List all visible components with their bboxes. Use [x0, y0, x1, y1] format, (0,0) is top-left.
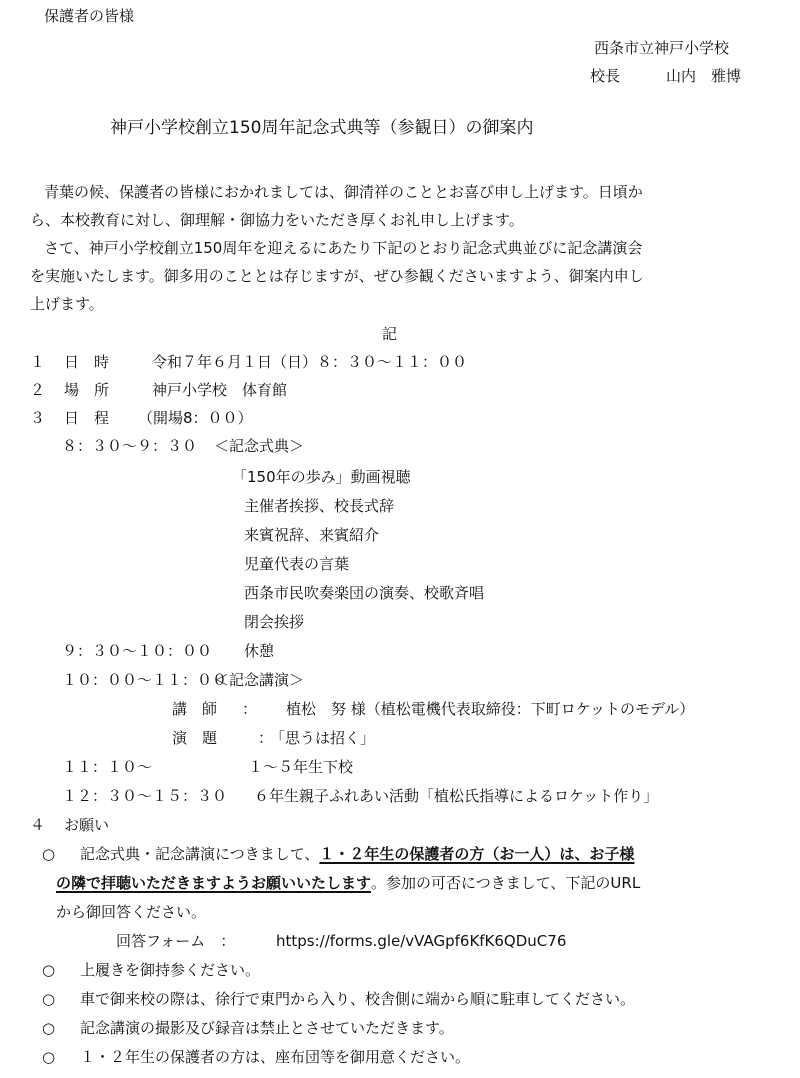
bullet: ○ — [42, 990, 56, 1008]
schedule-3-time: １０：００～１１：００ — [62, 671, 228, 689]
schedule-1-item: 主催者挨拶、校長式辞 — [244, 497, 395, 515]
form-url-link[interactable]: https://forms.gle/vVAGpf6KfK6QDuC76 — [276, 932, 567, 950]
theme-value: 「思うは招く」 — [270, 729, 376, 747]
request-5: １・２年生の保護者の方は、座布団等を御用意ください。 — [80, 1048, 471, 1066]
requests-label: お願い — [64, 816, 110, 834]
theme-colon: ： — [258, 729, 274, 747]
page-title: 神戸小学校創立150周年記念式典等（参観日）の御案内 — [110, 118, 534, 138]
item-schedule-value: （開場8：００） — [138, 409, 253, 427]
principal-name: 山内 雅博 — [666, 67, 742, 85]
item-place-label: 場 所 — [64, 381, 110, 399]
addressee: 保護者の皆様 — [44, 7, 135, 25]
request-2: 上履きを御持参ください。 — [80, 961, 261, 979]
request-1-suffix: 。参加の可否につきまして、下記のURL — [371, 874, 641, 892]
intro-p2-line2: を実施いたします。御多用のこととは存じますが、ぜひ参観くださいますよう、御案内申し — [30, 267, 644, 285]
lecturer-label: 講 師 — [172, 700, 218, 718]
item-date-value: 令和７年６月１日（日）８：３０～１１：００ — [152, 353, 468, 371]
request-4: 記念講演の撮影及び録音は禁止とさせていただきます。 — [80, 1019, 454, 1037]
item-place-value: 神戸小学校 体育館 — [152, 381, 288, 399]
request-1-line2 — [56, 873, 640, 893]
schedule-3-title: ＜記念講演＞ — [214, 671, 305, 689]
schedule-5-time: １２：３０～１５：３０ — [62, 787, 228, 805]
request-1-line1 — [80, 844, 634, 864]
schedule-1-time: ８：３０～９：３０ — [62, 437, 198, 455]
intro-p1-line1: 青葉の候、保護者の皆様におかれましては、御清祥のこととお喜び申し上げます。日頃か — [44, 183, 643, 201]
principal-title: 校長 — [590, 67, 621, 85]
requests-num: ４ — [30, 816, 46, 834]
school-name: 西条市立神戸小学校 — [594, 39, 730, 57]
ki-heading: 記 — [382, 325, 398, 343]
schedule-1-item: 児童代表の言葉 — [244, 555, 350, 573]
intro-p2-line1: さて、神戸小学校創立150周年を迎えるにあたり下記のとおり記念式典並びに記念講演会 — [44, 239, 643, 257]
item-date-label: 日 時 — [64, 353, 110, 371]
item-schedule-label: 日 程 — [64, 409, 110, 427]
request-1-emphasis-1: １・２年生の保護者の方（お一人）は、お子様 — [319, 845, 635, 863]
request-1-prefix: 記念式典・記念講演につきまして、 — [80, 845, 320, 863]
schedule-1-item: 閉会挨拶 — [244, 613, 305, 631]
bullet: ○ — [42, 845, 56, 863]
item-date-num: １ — [30, 353, 46, 371]
intro-p1-line2: ら、本校教育に対し、御理解・御協力をいただき厚くお礼申し上げます。 — [30, 211, 524, 229]
bullet: ○ — [42, 1048, 56, 1066]
item-place-num: ２ — [30, 381, 46, 399]
schedule-1-item: 西条市民吹奏楽団の演奏、校歌斉唱 — [244, 584, 485, 602]
schedule-5-title: ６年生親子ふれあい活動「植松氏指導によるロケット作り」 — [254, 787, 659, 805]
request-1-line3: から御回答ください。 — [56, 903, 207, 921]
item-schedule-num: ３ — [30, 409, 46, 427]
request-3: 車で御来校の際は、徐行で東門から入り、校舎側に端から順に駐車してください。 — [80, 990, 636, 1008]
schedule-2-title: 休憩 — [244, 642, 275, 660]
intro-p2-line3: 上げます。 — [30, 295, 104, 313]
schedule-1-item: 「150年の歩み」動画視聴 — [232, 468, 411, 486]
form-label: 回答フォーム ： — [116, 932, 236, 950]
lecturer-value: 植松 努 様（植松電機代表取締役：下町ロケットのモデル） — [286, 700, 695, 718]
schedule-1-item: 来賓祝辞、来賓紹介 — [244, 526, 380, 544]
bullet: ○ — [42, 1019, 56, 1037]
bullet: ○ — [42, 961, 56, 979]
schedule-4-time: １１：１０～ — [62, 758, 153, 776]
schedule-2-time: ９：３０～１０：００ — [62, 642, 213, 660]
request-1-emphasis-2: の隣で拝聴いただきますようお願いいたします — [56, 874, 372, 892]
theme-label: 演 題 — [172, 729, 218, 747]
lecturer-colon: ： — [242, 700, 258, 718]
schedule-4-title: １～５年生下校 — [248, 758, 354, 776]
schedule-1-title: ＜記念式典＞ — [214, 437, 305, 455]
